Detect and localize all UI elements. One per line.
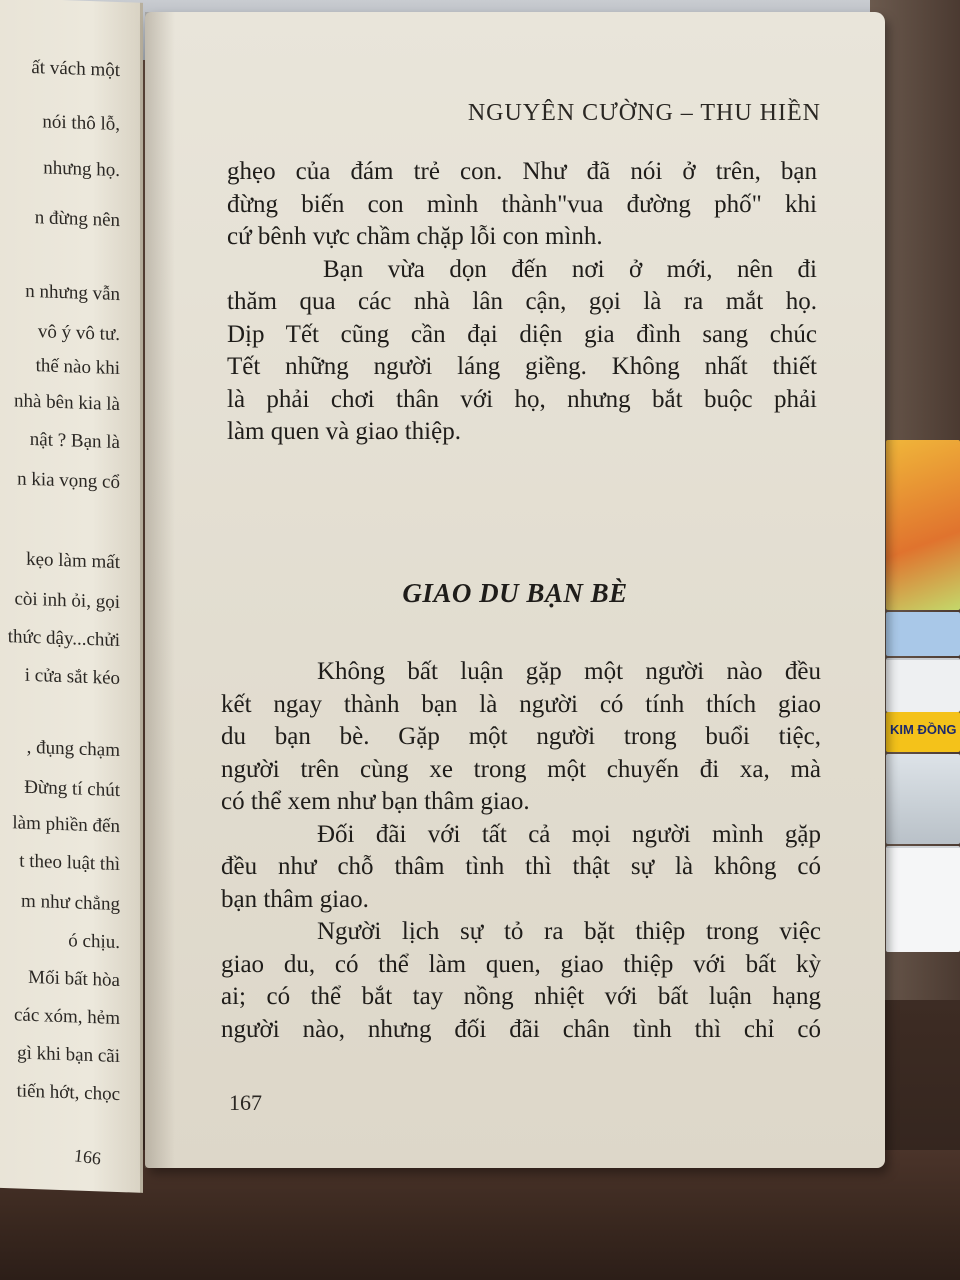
page-number: 167: [229, 1090, 262, 1115]
text-line: du bạn bè. Gặp một người trong buổi tiệc,: [221, 723, 821, 750]
text-line: Tết những người láng giềng. Không nhất thiết: [227, 353, 817, 380]
stack-book: [886, 846, 960, 952]
text-line: có thể xem như bạn thâm giao.: [221, 788, 530, 815]
left-page-line: Mối bất hòa: [28, 966, 120, 992]
left-page-line: thế nào khi: [35, 355, 120, 380]
left-page-line: nói thô lỗ,: [42, 111, 120, 136]
left-page-line: nật ? Bạn là: [29, 428, 120, 454]
text-line: thăm qua các nhà lân cận, gọi là ra mắt họ.: [227, 288, 817, 315]
section-heading: GIAO DU BẠN BÈ: [402, 578, 628, 608]
text-line: Người lịch sự tỏ ra bặt thiệp trong việc: [317, 918, 821, 945]
running-head: NGUYÊN CƯỜNG – THU HIỀN: [467, 100, 821, 126]
paragraph-1: [227, 156, 817, 254]
stack-book: [886, 612, 960, 656]
text-line: Đối đãi với tất cả mọi người mình gặp: [317, 820, 821, 848]
text-line: giao du, có thể làm quen, giao thiệp với bất kỳ: [221, 950, 821, 978]
text-line: người nào, nhưng đối đãi chân tình thì chỉ có: [221, 1015, 821, 1043]
text-line: ghẹo của đám trẻ con. Như đã nói ở trên, bạn: [227, 158, 817, 185]
left-page: [0, 0, 143, 1193]
left-page-line: n kia vọng cổ: [17, 468, 120, 494]
body-text-bottom: [221, 656, 821, 1046]
body-text-top: [227, 156, 817, 449]
paragraph-2: [227, 254, 817, 449]
left-page-line: làm phiền đến: [12, 812, 120, 838]
left-page-line: nhà bên kia là: [13, 390, 120, 416]
text-line: người trên cùng xe trong một chuyến đi xa, mà: [221, 755, 821, 783]
wooden-table: [0, 1150, 960, 1280]
left-page-line: vô ý vô tư.: [37, 321, 120, 346]
left-page-line: kẹo làm mất: [26, 548, 120, 574]
left-page-line: gì khi bạn cãi: [17, 1042, 120, 1068]
left-page-line: nhưng họ.: [43, 157, 120, 182]
background-book-stack: [886, 440, 960, 960]
left-page-line: Đừng tí chút: [24, 776, 120, 802]
left-page-line: thức dậy...chửi: [7, 626, 120, 652]
text-line: Dịp Tết cũng cần đại diện gia đình sang chúc: [227, 320, 817, 348]
text-line: đều như chỗ thâm tình thì thật sự là không có: [221, 853, 821, 880]
stack-book-label: KIM ĐỒNG: [890, 722, 957, 737]
left-page-line: i cửa sắt kéo: [24, 664, 120, 690]
left-page-number: 166: [73, 1145, 103, 1169]
text-line: kết ngay thành bạn là người có tính thích giao: [221, 690, 821, 718]
left-page-line: , đụng chạm: [26, 736, 120, 762]
text-line: là phải chơi thân với họ, nhưng bắt buộc phải: [227, 385, 817, 413]
right-page: [145, 12, 885, 1168]
left-page-line: n nhưng vẫn: [25, 280, 120, 306]
left-page-line: còi inh ỏi, gọi: [14, 588, 120, 614]
text-line: cứ bênh vực chầm chặp lỗi con mình.: [227, 223, 603, 250]
paragraph-3: [221, 656, 821, 819]
text-line: Không bất luận gặp một người nào đều: [317, 658, 821, 685]
left-page-line: t theo luật thì: [19, 850, 120, 876]
text-line: làm quen và giao thiệp.: [227, 418, 461, 445]
left-page-line: các xóm, hẻm: [13, 1004, 120, 1030]
stack-book: [886, 754, 960, 844]
paragraph-5: [221, 916, 821, 1046]
left-page-line: m như chẳng: [21, 890, 120, 916]
text-line: bạn thâm giao.: [221, 885, 369, 913]
left-page-line: n đừng nên: [34, 207, 120, 232]
left-page-line: tiến hớt, chọc: [16, 1080, 120, 1106]
text-line: ai; có thể bắt tay nồng nhiệt với bất luận hạng: [221, 983, 821, 1010]
paragraph-4: [221, 819, 821, 917]
text-line: Bạn vừa dọn đến nơi ở mới, nên đi: [323, 255, 817, 283]
stack-book-cover: [886, 440, 960, 610]
stack-book: [886, 658, 960, 712]
text-line: đừng biến con mình thành"vua đường phố" khi: [227, 190, 817, 218]
left-page-line: ó chịu.: [68, 930, 120, 954]
left-page-line: ất vách một: [31, 56, 120, 82]
